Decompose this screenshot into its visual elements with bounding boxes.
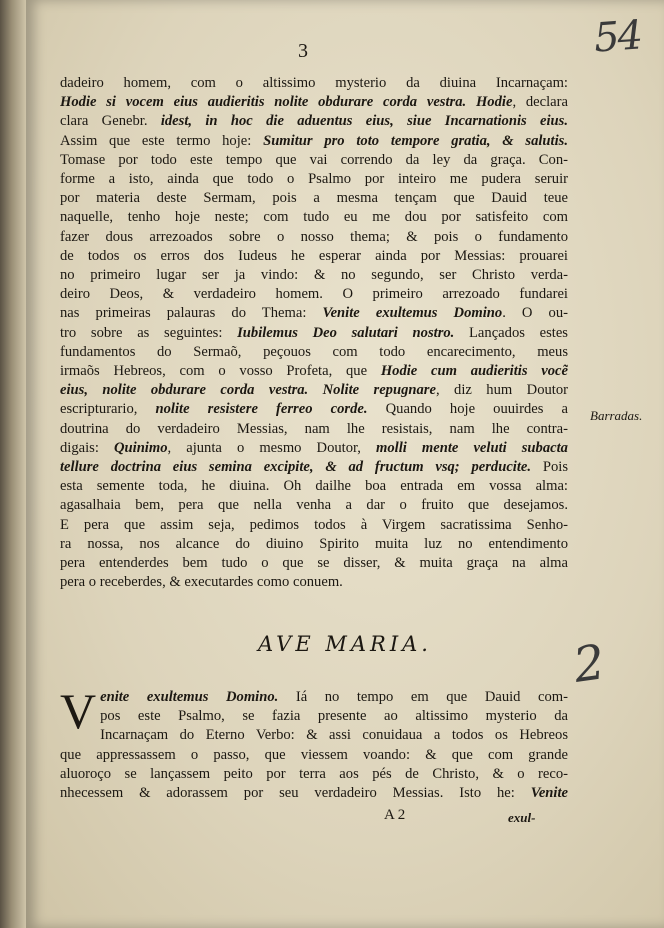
text-segment: pera o receberdes, & executardes como conuem.	[60, 574, 343, 591]
handwritten-folio-number: 54	[592, 12, 643, 62]
text-line	[60, 266, 568, 285]
text-segment: pera entenderdes bem tudo o que se disser, & muita graça na alma	[60, 555, 568, 572]
text-line	[60, 784, 568, 803]
body-text-block-2	[60, 683, 568, 803]
text-line	[60, 765, 568, 784]
text-segment: Assim que este termo hoje:	[60, 132, 264, 149]
text-segment: aluoroço se lançassem peito por terra aos pés de Christo, & o reco-	[60, 765, 568, 782]
latin-quote: eius, nolite obdurare corda vestra. Nolite repugnare	[60, 382, 436, 399]
text-segment: deiro Deos, & verdadeiro homem. O primeiro arrezoado fundarei	[60, 286, 568, 303]
text-segment: nas primeiras palauras do Thema:	[60, 305, 323, 322]
body-text-block	[60, 74, 568, 592]
text-segment: fazer dous arrezoados sobre o nosso thema; & pois o fundamento	[60, 228, 568, 245]
text-line	[60, 516, 568, 535]
text-segment: Pois	[531, 459, 568, 476]
text-line	[60, 420, 568, 439]
text-line	[60, 458, 568, 477]
section-heading: AVE MARIA.	[258, 632, 432, 656]
text-segment: escripturario,	[60, 401, 156, 418]
text-line	[60, 381, 568, 400]
handwritten-mark: 2	[570, 634, 609, 694]
text-line	[60, 477, 568, 496]
text-line	[60, 132, 568, 151]
text-segment: agasalhaia bem, pera que nella venha a dar o fruito que desejamos.	[60, 497, 568, 514]
book-gutter	[0, 0, 26, 928]
text-segment: doutrina do verdadeiro Messias, nam lhe resistais, nam lhe contra-	[60, 420, 568, 437]
text-segment: , ajunta o mesmo Doutor,	[167, 439, 377, 456]
text-line	[60, 112, 568, 131]
text-line	[100, 688, 568, 707]
text-segment: no primeiro lugar ser ja vindo: & no segundo, ser Christo verda-	[60, 267, 568, 284]
text-segment: pos este Psalmo, se fazia presente ao altissimo mysterio da	[100, 708, 568, 725]
text-line	[60, 285, 568, 304]
text-line	[60, 343, 568, 362]
text-segment	[466, 94, 476, 110]
text-line	[60, 496, 568, 515]
text-segment: de todos os erros dos Iudeus he esperar ainda por Messias: prouarei	[60, 247, 568, 264]
text-segment: ra nossa, nos alcance do diuino Spirito muita luz no entendimento	[60, 535, 568, 552]
text-line	[60, 746, 568, 765]
latin-quote: Sumitur pro toto tempore gratia, & salutis.	[263, 132, 568, 149]
text-line	[60, 573, 568, 592]
text-line	[60, 93, 568, 112]
text-line	[60, 439, 568, 458]
text-line	[60, 362, 568, 381]
text-line	[60, 304, 568, 323]
latin-quote: Quinimo	[113, 439, 168, 456]
text-line	[60, 324, 568, 343]
text-segment: irmaõs Hebreos, com o vosso Profeta, que	[60, 363, 381, 380]
latin-quote: enite exultemus Domino.	[100, 689, 279, 705]
latin-quote: Hodie	[475, 94, 513, 111]
text-line	[100, 726, 568, 745]
latin-quote: Venite	[530, 785, 568, 802]
text-line	[100, 707, 568, 726]
text-segment: naquelle, tenho hoje neste; com tudo eu me dou por satisfeito com	[60, 209, 568, 226]
text-line	[60, 208, 568, 227]
text-line	[60, 74, 568, 93]
text-segment: Tomase por todo este tempo que vai correndo da ley da graça. Con-	[60, 151, 568, 168]
text-line	[60, 228, 568, 247]
text-segment: por materia deste Sermam, pois a mesma tençam que Dauid teue	[60, 190, 568, 207]
text-line	[60, 151, 568, 170]
text-segment: clara Genebr.	[60, 113, 161, 130]
text-line	[60, 189, 568, 208]
latin-quote: tellure doctrina eius semina excipite, & ad fructum vsq; perducite.	[60, 459, 532, 476]
text-segment: Incarnaçam do Eterno Verbo: & assi conuidaua a todos os Hebreos	[100, 727, 568, 744]
latin-quote: idest, in hoc die aduentus eius, siue Incarnationis eius.	[160, 113, 568, 130]
page-number: 3	[298, 40, 308, 62]
text-segment: fundamentos do Sermaõ, peçouos com todo encarecimento, meus	[60, 343, 568, 360]
text-segment: , declara	[512, 94, 568, 111]
text-segment: esta semente toda, he diuina. Oh dailhe boa entrada em vossa alma:	[60, 478, 568, 495]
text-line	[60, 554, 568, 573]
text-line	[60, 535, 568, 554]
signature-mark: A 2	[384, 807, 406, 823]
latin-quote: Hodie cum audieritis vocẽ	[380, 363, 568, 380]
text-segment: dadeiro homem, com o altissimo mysterio da diuina Incarnaçam:	[60, 75, 568, 91]
book-page	[26, 0, 664, 928]
text-segment: digais:	[60, 439, 114, 456]
margin-note: Barradas.	[590, 408, 643, 423]
text-line	[60, 170, 568, 189]
text-segment: E pera que assim seja, pedimos todos à Virgem sacratissima Senho-	[60, 516, 568, 533]
text-segment: forme a isto, ainda que todo o Psalmo por inteiro me pudera seruir	[60, 171, 568, 188]
latin-quote: nolite resistere ferreo corde.	[155, 401, 368, 418]
text-segment: nhecessem & adorassem por seu verdadeiro Messias. Isto he:	[60, 785, 531, 802]
text-segment: Lançados estes	[454, 324, 568, 341]
text-segment: tro sobre as seguintes:	[60, 324, 238, 341]
latin-quote: Venite exultemus Domino	[322, 305, 503, 322]
text-segment: Quando hoje ouuirdes a	[367, 401, 568, 418]
text-segment: . O ou-	[502, 305, 568, 322]
latin-quote: molli mente veluti subacta	[376, 439, 568, 456]
drop-cap: V	[60, 683, 97, 739]
text-segment: Iá no tempo em que Dauid com-	[278, 689, 568, 705]
text-segment: que appressassem o passo, que viessem voando: & que com grande	[60, 746, 568, 763]
text-line	[60, 400, 568, 419]
text-line	[60, 247, 568, 266]
catchword: exul-	[508, 810, 536, 825]
text-segment: , diz hum Doutor	[435, 382, 568, 399]
latin-quote: Iubilemus Deo salutari nostro.	[237, 324, 455, 341]
latin-quote: Hodie si vocem eius audieritis nolite obdurare corda vestra.	[60, 94, 467, 111]
